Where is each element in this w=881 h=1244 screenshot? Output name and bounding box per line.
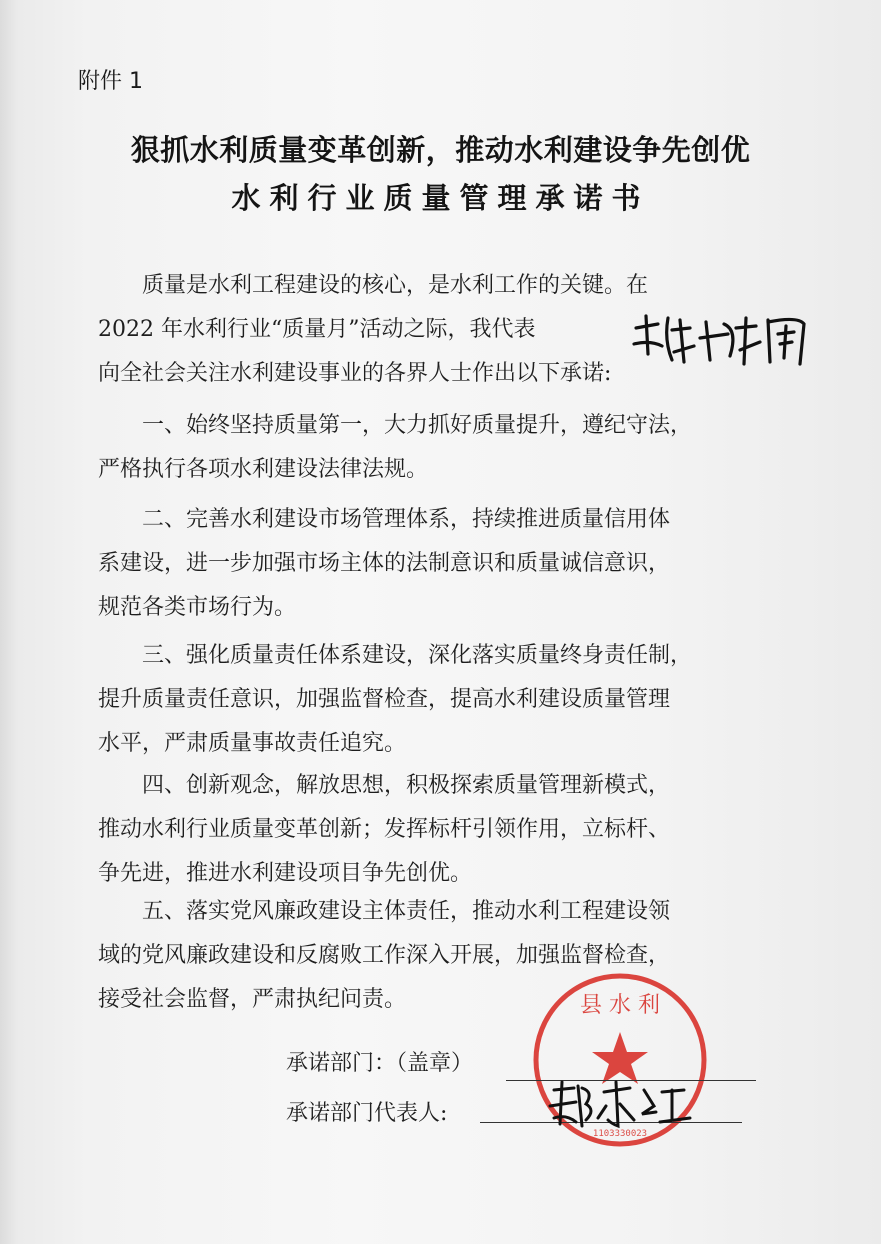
seal-top-text: 县 水 利: [580, 993, 660, 1018]
rep-signature-svg: [546, 1076, 696, 1132]
item-3-line-2: 提升质量责任意识，加强监督检查，提高水利建设质量管理: [98, 687, 671, 712]
item-4-line-2: 推动水利行业质量变革创新；发挥标杆引领作用，立标杆、: [98, 817, 671, 842]
item-5-line-3: 接受社会监督，严肃执纪问责。: [98, 987, 407, 1012]
item-4-line-1: 四、创新观念，解放思想，积极探索质量管理新模式，: [142, 773, 671, 798]
item-4-paragraph: [98, 764, 788, 896]
item-2-line-1: 二、完善水利建设市场管理体系，持续推进质量信用体: [142, 507, 671, 532]
item-1-line-1: 一、始终坚持质量第一，大力抓好质量提升，遵纪守法，: [142, 413, 693, 438]
title-line-1: 狠抓水利质量变革创新，推动水利建设争先创优: [130, 133, 751, 167]
rep-label: 承诺部门代表人:: [286, 1101, 448, 1126]
attachment-label: 附件 1: [78, 69, 143, 94]
item-4-line-3: 争先进，推进水利建设项目争先创优。: [98, 861, 473, 886]
item-2-line-2: 系建设，进一步加强市场主体的法制意识和质量诚信意识，: [98, 551, 671, 576]
item-5-line-1: 五、落实党风廉政建设主体责任，推动水利工程建设领: [142, 899, 671, 924]
handwritten-org-svg: [628, 310, 818, 370]
intro-line-2-text: 2022 年水利行业“质量月”活动之际，我代表: [98, 317, 536, 342]
item-3-line-1: 三、强化质量责任体系建设，深化落实质量终身责任制，: [142, 643, 693, 668]
dept-label: 承诺部门：（盖章）: [286, 1051, 474, 1076]
item-1-line-2: 严格执行各项水利建设法律法规。: [98, 457, 429, 482]
item-5-line-2: 域的党风廉政建设和反腐败工作深入开展，加强监督检查，: [98, 943, 671, 968]
seal-number: 1103330023: [592, 1129, 648, 1139]
item-3-paragraph: [98, 634, 788, 766]
title-line-2: 水利行业质量管理承诺书: [231, 181, 650, 215]
item-1-paragraph: [98, 404, 788, 492]
intro-line-3: 向全社会关注水利建设事业的各界人士作出以下承诺:: [98, 361, 612, 386]
intro-line-1: 质量是水利工程建设的核心，是水利工作的关键。在: [142, 273, 649, 298]
item-2-line-3: 规范各类市场行为。: [98, 595, 297, 620]
item-3-line-3: 水平，严肃质量事故责任追究。: [98, 731, 407, 756]
item-2-paragraph: [98, 498, 788, 630]
handwritten-org-name: [628, 310, 818, 374]
handwritten-rep-signature: [546, 1076, 696, 1136]
